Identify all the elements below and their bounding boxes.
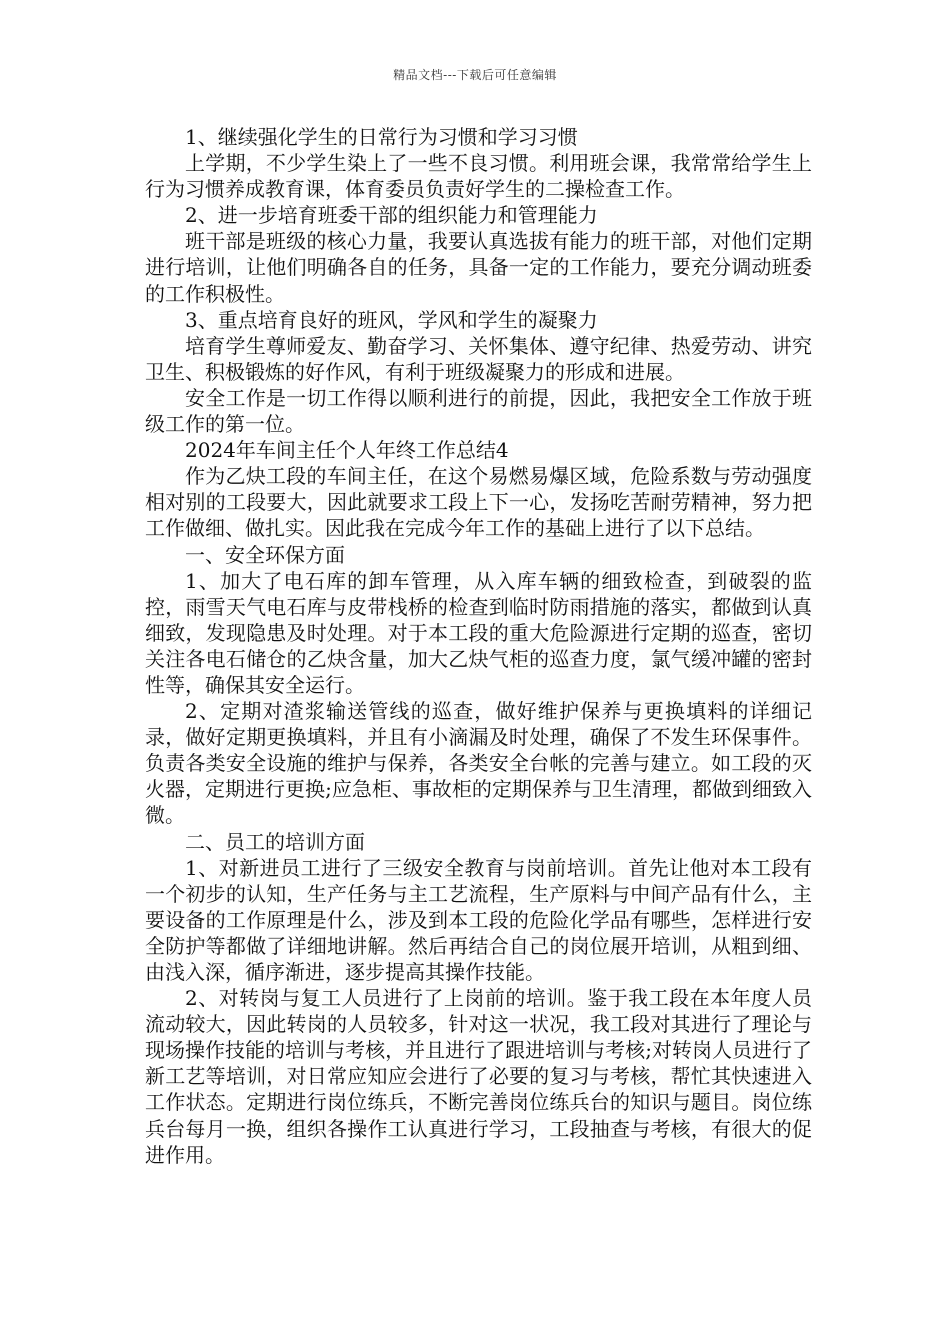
paragraph-safety-1: 1、加大了电石库的卸车管理，从入库车辆的细致检查，到破裂的监控，雨雪天气电石库与皮带栈桥的检查到临时防雨措施的落实，都做到认真细致，发现隐患及时处理。对于本工段的重大危险源进行定期的巡查，密切关注各电石储仓的乙炔含量，加大乙炔气柜的巡查力度，氯气缓冲罐的密封性等，确保其安全运行。 xyxy=(145,568,812,697)
heading-habits: 1、继续强化学生的日常行为习惯和学习习惯 xyxy=(185,125,578,149)
paragraph-training-1: 1、对新进员工进行了三级安全教育与岗前培训。首先让他对本工段有一个初步的认知，生产任务与主工艺流程，生产原料与中间产品有什么，主要设备的工作原理是什么，涉及到本工段的危险化学品有哪些，怎样进行安全防护等都做了详细地讲解。然后再结合自己的岗位展开培训，从粗到细、由浅入深，循序渐进，逐步提高其操作技能。 xyxy=(145,855,812,984)
page-header: 精品文档---下载后可任意编辑 xyxy=(393,68,557,82)
paragraph-safety-first: 安全工作是一切工作得以顺利进行的前提，因此，我把安全工作放于班级工作的第一位。 xyxy=(145,385,812,437)
paragraph-class-cadres: 班干部是班级的核心力量，我要认真选拔有能力的班干部，对他们定期进行培训，让他们明确各自的任务，具备一定的工作能力，要充分调动班委的工作积极性。 xyxy=(145,229,812,306)
paragraph-intro: 作为乙炔工段的车间主任，在这个易燃易爆区域，危险系数与劳动强度相对别的工段要大，因此就要求工段上下一心，发扬吃苦耐劳精神，努力把工作做细、做扎实。因此我在完成今年工作的基础上进行了以下总结。 xyxy=(145,464,812,541)
paragraph-class-spirit: 培育学生尊师爱友、勤奋学习、关怀集体、遵守纪律、热爱劳动、讲究卫生、积极锻炼的好作风，有利于班级凝聚力的形成和进展。 xyxy=(145,333,812,384)
heading-class-spirit: 3、重点培育良好的班风，学风和学生的凝聚力 xyxy=(185,307,598,332)
heading-class-cadres: 2、进一步培育班委干部的组织能力和管理能力 xyxy=(185,203,598,228)
paragraph-safety-2: 2、定期对渣浆输送管线的巡查，做好维护保养与更换填料的详细记录，做好定期更换填料，并且有小滴漏及时处理，确保了不发生环保事件。负责各类安全设施的维护与保养，各类安全台帐的完善与建立。如工段的灭火器，定期进行更换;应急柜、事故柜的定期保养与卫生清理，都做到细致入微。 xyxy=(145,699,812,828)
document-body xyxy=(145,124,812,1168)
section-title-summary-4: 2024年车间主任个人年终工作总结4 xyxy=(185,438,509,463)
paragraph-training-2: 2、对转岗与复工人员进行了上岗前的培训。鉴于我工段在本年度人员流动较大，因此转岗的人员较多，针对这一状况，我工段对其进行了理论与现场操作技能的培训与考核，并且进行了跟进培训与考核;对转岗人员进行了新工艺等培训，对日常应知应会进行了必要的复习与考核，帮忙其快速进入工作状态。定期进行岗位练兵，不断完善岗位练兵台的知识与题目。岗位练兵台每月一换，组织各操作工认真进行学习，工段抽查与考核，有很大的促进作用。 xyxy=(145,986,812,1167)
heading-safety-environment: 一、安全环保方面 xyxy=(185,542,345,567)
paragraph-habits: 上学期，不少学生染上了一些不良习惯。利用班会课，我常常给学生上行为习惯养成教育课，体育委员负责好学生的二操检查工作。 xyxy=(145,151,812,202)
heading-staff-training: 二、员工的培训方面 xyxy=(185,829,365,854)
